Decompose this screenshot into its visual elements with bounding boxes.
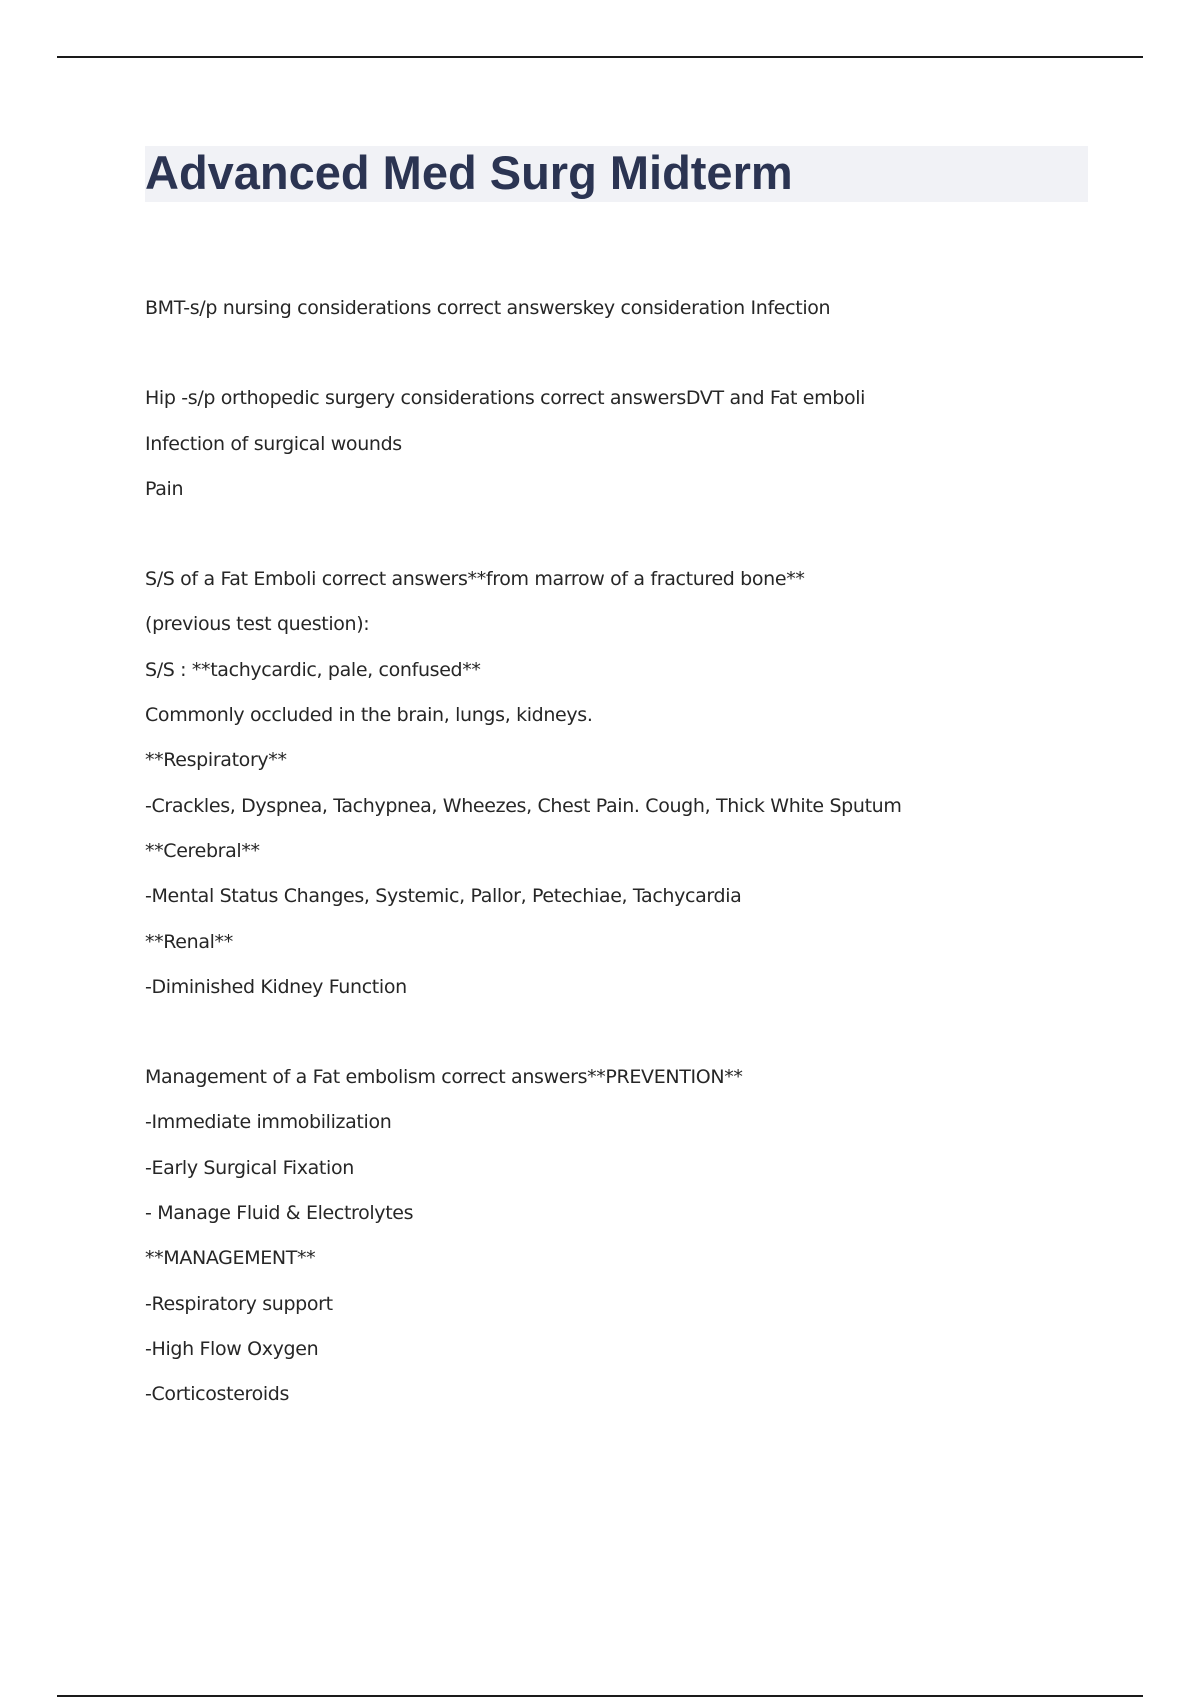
document-title: Advanced Med Surg Midterm <box>145 146 793 199</box>
text-line: -Diminished Kidney Function <box>145 975 407 998</box>
text-line: **Renal** <box>145 930 233 953</box>
qa-block-bmt <box>145 286 1105 331</box>
text-line: Commonly occluded in the brain, lungs, kidneys. <box>145 704 593 727</box>
qa-block-hip-surgery <box>145 376 1105 512</box>
text-line: Management of a Fat embolism correct answers**PREVENTION** <box>145 1066 743 1089</box>
text-line: -High Flow Oxygen <box>145 1337 319 1360</box>
text-line: - Manage Fluid & Electrolytes <box>145 1202 414 1225</box>
text-line: S/S : **tachycardic, pale, confused** <box>145 658 481 681</box>
text-line: Pain <box>145 477 184 500</box>
text-line: -Corticosteroids <box>145 1383 290 1406</box>
header-rule <box>57 56 1143 58</box>
text-line: **Respiratory** <box>145 749 287 772</box>
qa-block-fat-emboli-signs <box>145 557 1105 1010</box>
text-line: **MANAGEMENT** <box>145 1247 316 1270</box>
text-line: Infection of surgical wounds <box>145 432 402 455</box>
text-line: -Immediate immobilization <box>145 1111 392 1134</box>
text-line: -Respiratory support <box>145 1292 333 1315</box>
text-line: (previous test question): <box>145 613 370 636</box>
footer-rule <box>57 1695 1143 1697</box>
qa-block-fat-embolism-management <box>145 1055 1105 1417</box>
text-line: Hip -s/p orthopedic surgery considerations correct answersDVT and Fat emboli <box>145 387 866 410</box>
text-line: -Crackles, Dyspnea, Tachypnea, Wheezes, Chest Pain. Cough, Thick White Sputum <box>145 794 902 817</box>
text-line: BMT-s/p nursing considerations correct answerskey consideration Infection <box>145 297 831 319</box>
document-body <box>145 286 1105 1463</box>
text-line: -Mental Status Changes, Systemic, Pallor, Petechiae, Tachycardia <box>145 885 742 908</box>
text-line: **Cerebral** <box>145 839 260 862</box>
text-line: -Early Surgical Fixation <box>145 1156 354 1179</box>
text-line: S/S of a Fat Emboli correct answers**from marrow of a fractured bone** <box>145 568 805 591</box>
